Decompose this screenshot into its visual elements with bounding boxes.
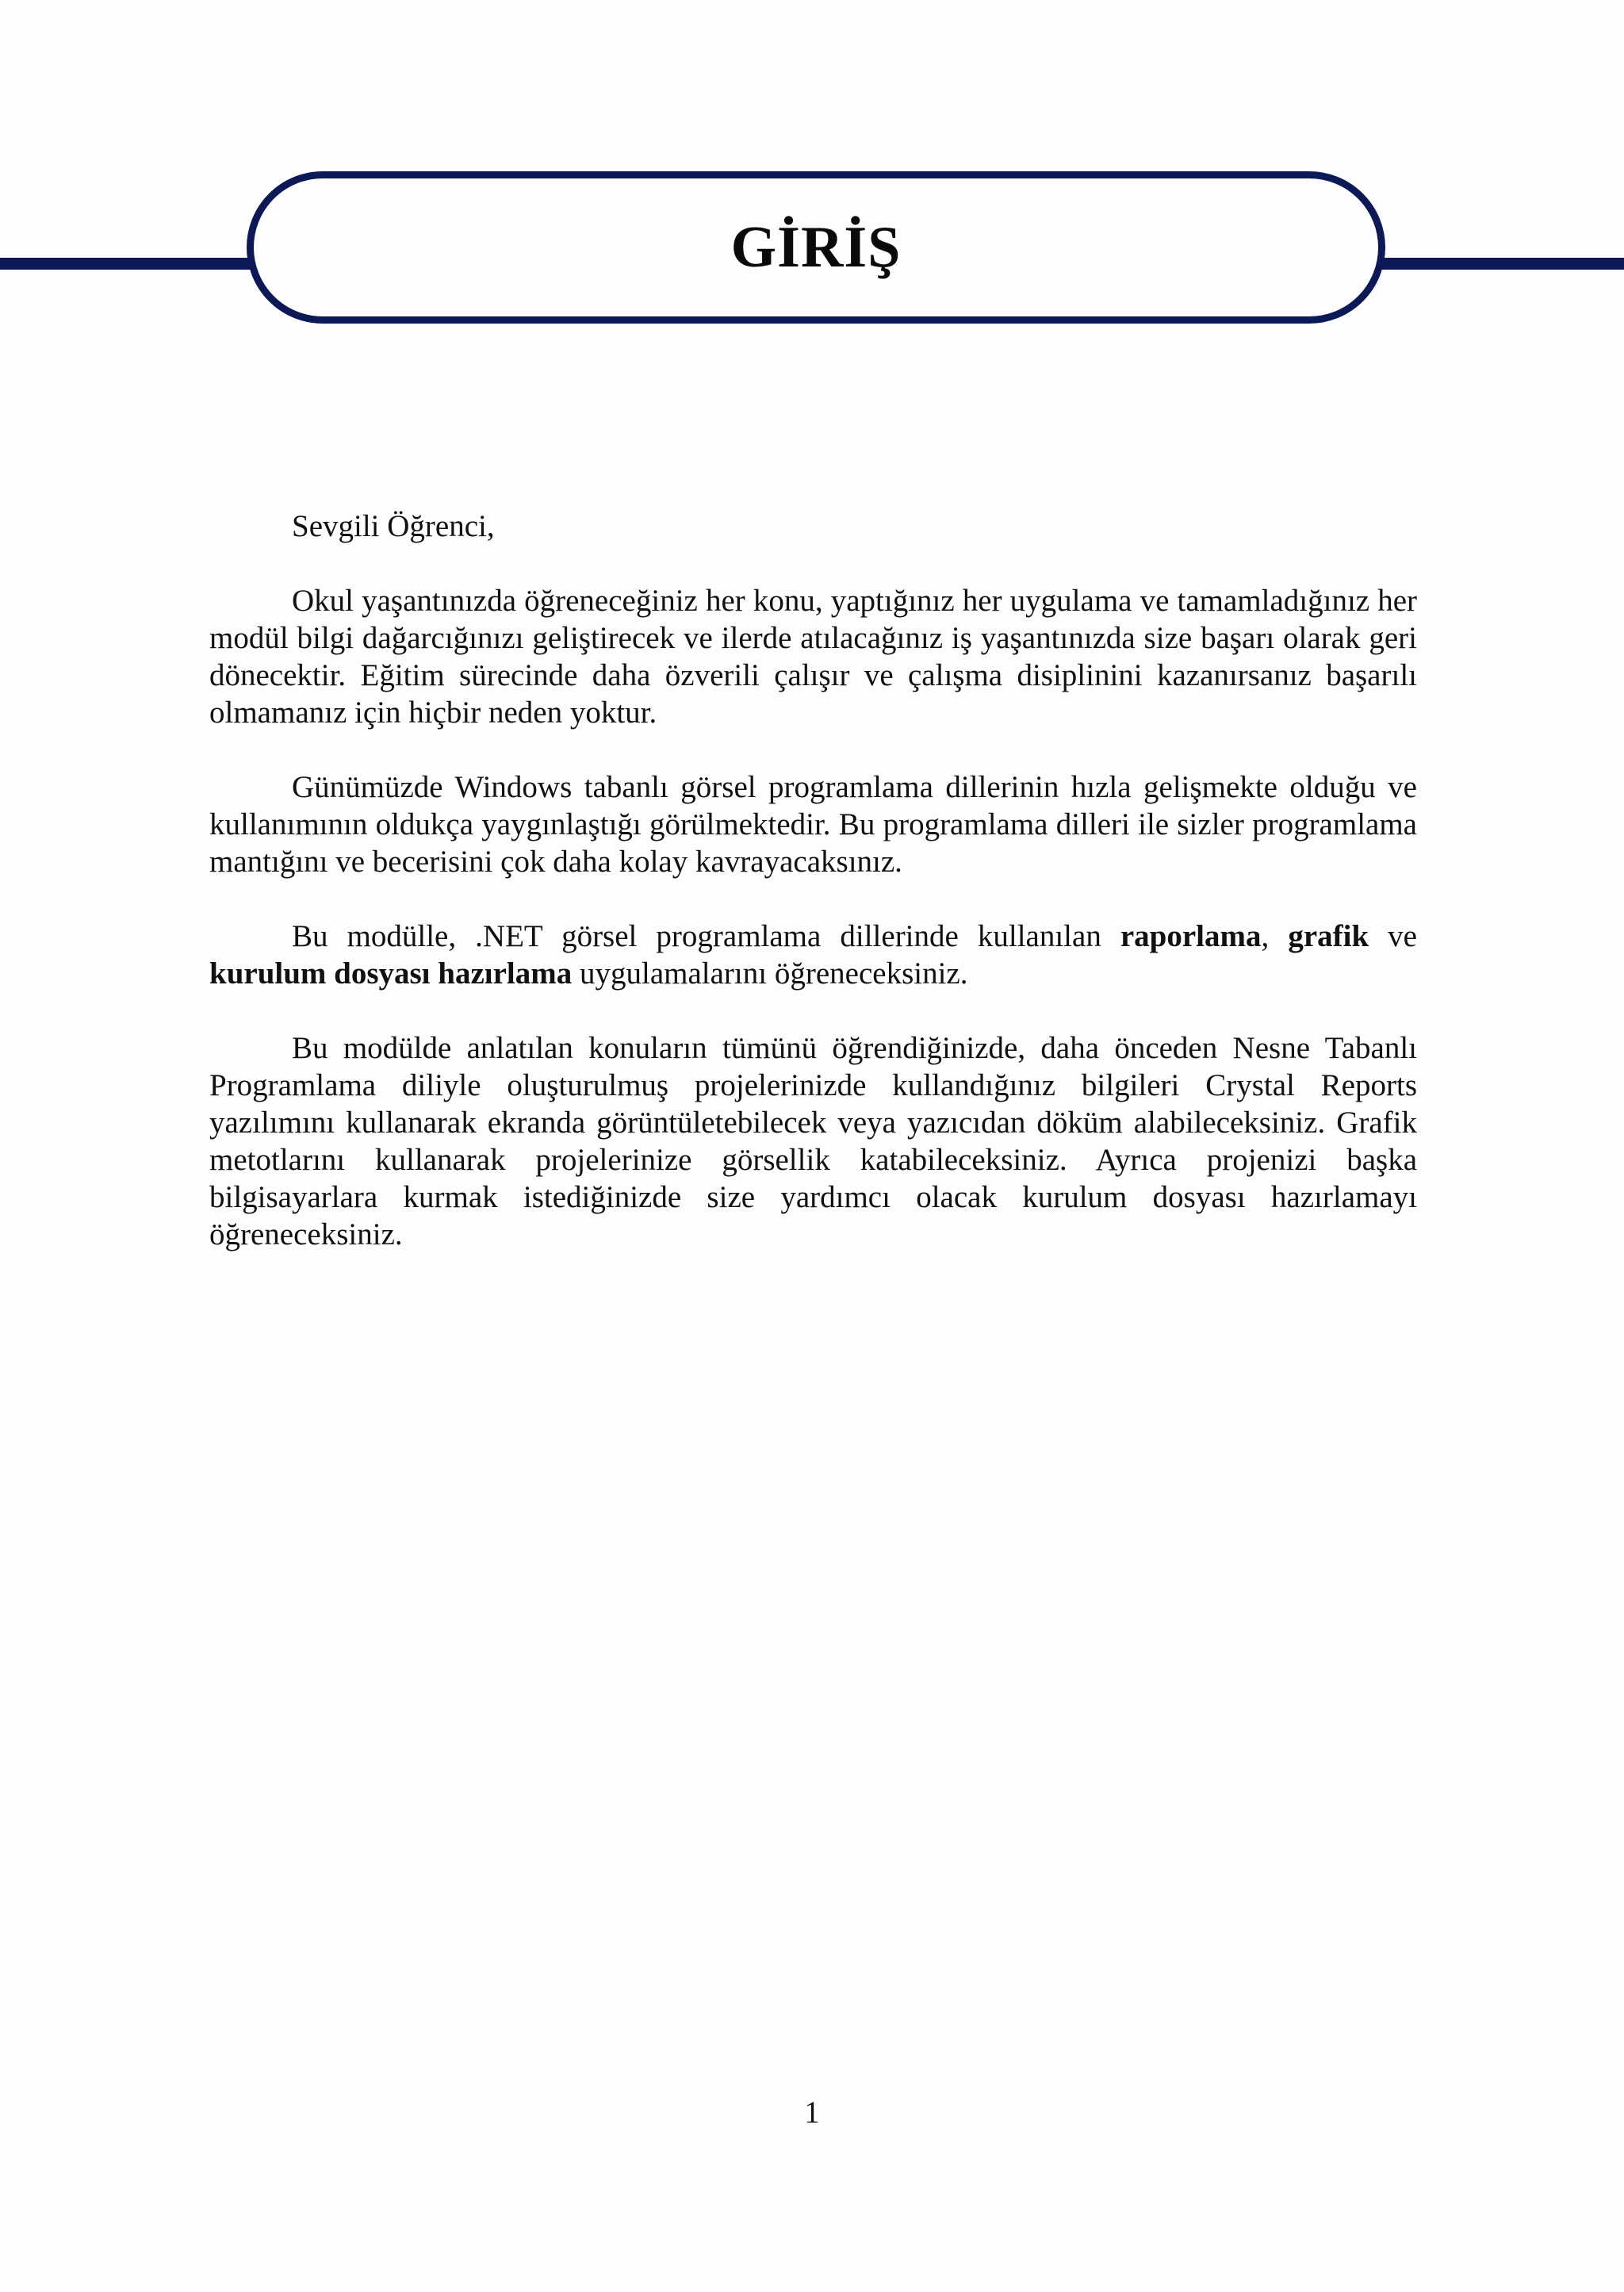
keyword-raporlama: raporlama [1120, 919, 1262, 953]
paragraph-module-scope-text-2: uygulamalarını öğreneceksiniz. [572, 956, 968, 991]
paragraph-module-scope [209, 918, 1417, 992]
title-frame [247, 171, 1385, 324]
document-body [209, 508, 1417, 1290]
keyword-kurulum-dosyasi: kurulum dosyası hazırlama [209, 956, 573, 991]
paragraph-intro: Okul yaşantınızda öğreneceğiniz her konu, yaptığınız her uygulama ve tamamladığınız her modül bilgi dağarcığınızı geliştirecek ve ilerde atılacağınız iş yaşantınızda size başarı olarak geri dönecektir. Eğitim sürecinde daha özverili çalışır ve çalışma disiplinini kazanırsanız başarılı olmamanız için hiçbir neden yoktur. [209, 584, 1417, 730]
keyword-grafik: grafik [1288, 919, 1369, 953]
paragraph-module-scope-connector: ve [1369, 919, 1417, 953]
paragraph-visual-programming: Günümüzde Windows tabanlı görsel programlama dillerinin hızla gelişmekte olduğu ve kullanımının oldukça yaygınlaştığı görülmektedir. Bu programlama dilleri ile sizler programlama mantığını ve becerisini çok daha kolay kavrayacaksınız. [209, 770, 1417, 879]
paragraph-module-scope-text-1: Bu modülle, .NET görsel programlama dillerinde kullanılan [292, 919, 1120, 953]
paragraph-module-scope-separator: , [1261, 919, 1289, 953]
page-title: GİRİŞ [730, 215, 902, 280]
page-number: 1 [804, 2095, 820, 2129]
salutation: Sevgili Öğrenci, [292, 509, 495, 543]
paragraph-outcomes: Bu modülde anlatılan konuların tümünü öğrendiğinizde, daha önceden Nesne Tabanlı Programlama diliyle oluşturulmuş projelerinizde kullandığınız bilgileri Crystal Reports yazılımını kullanarak ekranda görüntületebilecek veya yazıcıdan döküm alabileceksiniz. Grafik metotlarını kullanarak projelerinize görsellik katabileceksiniz. Ayrıca projenizi başka bilgisayarlara kurmak istediğinizde size yardımcı olacak kurulum dosyası hazırlamayı öğreneceksiniz. [209, 1031, 1417, 1251]
